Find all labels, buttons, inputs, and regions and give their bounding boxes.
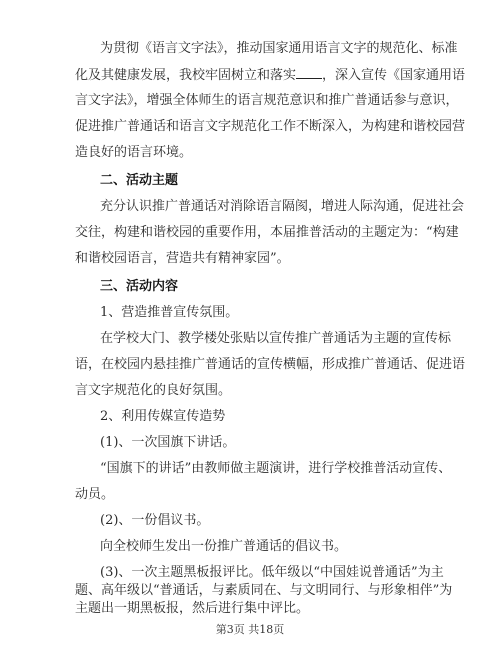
paragraph-line: 造良好的语言环境。 (75, 145, 193, 160)
paragraph-line (75, 66, 465, 85)
paragraph-line: 动员。 (75, 487, 115, 502)
paragraph-line: 和谐校园语言，营造共有精神家园”。 (75, 251, 290, 266)
paragraph-line: 语，在校园内悬挂推广普通话的宣传横幅，形成推广普通话、促进语 (75, 357, 466, 372)
text-fragment: 化及其健康发展，我校牢固树立和落实 (75, 68, 297, 83)
sub-item: (1)、一次国旗下讲话。 (100, 435, 236, 450)
sub-item: (2)、一份倡议书。 (100, 513, 210, 528)
section-heading: 二、活动主题 (100, 173, 179, 188)
paragraph-line: 言文字规范化的良好氛围。 (75, 383, 232, 398)
paragraph-line: 主题出一期黑板报，然后进行集中评比。 (75, 601, 310, 616)
paragraph-line: 向全校师生发出一份推广普通话的倡议书。 (100, 539, 348, 554)
section-heading: 三、活动内容 (100, 279, 179, 294)
paragraph-line: 促进推广普通话和语言文字规范化工作不断深入，为构建和谐校园营 (75, 119, 466, 134)
page-footer: 第3页 共18页 (215, 623, 285, 636)
list-item: 2、利用传媒宣传造势 (100, 409, 226, 424)
paragraph-line: 为贯彻《语言文字法》，推动国家通用语言文字的规范化、标准 (100, 41, 458, 56)
paragraph-line: 言文字法》，增强全体师生的语言规范意识和推广普通话参与意识， (75, 93, 459, 108)
sub-item: (3)、一次主题黑板报评比。低年级以“中国娃说普通话”为主 (100, 565, 444, 580)
paragraph-line: 交往，构建和谐校园的重要作用，本届推普活动的主题定为：“构建 (75, 225, 459, 240)
paragraph-line: 充分认识推广普通话对消除语言隔阂，增进人际沟通，促进社会 (100, 199, 465, 214)
paragraph-line: “国旗下的讲话”由教师做主题演讲，进行学校推普活动宣传、 (100, 461, 452, 476)
list-item: 1、营造推普宣传氛围。 (100, 305, 239, 320)
paragraph-line: 在学校大门、教学楼处张贴以宣传推广普通话为主题的宣传标 (100, 331, 452, 346)
paragraph-line: 题、高年级以“普通话，与素质同在、与文明同行、与形象相伴”为 (75, 583, 453, 598)
fill-blank (296, 66, 322, 79)
text-fragment: ，深入宣传《国家通用语 (322, 68, 466, 83)
